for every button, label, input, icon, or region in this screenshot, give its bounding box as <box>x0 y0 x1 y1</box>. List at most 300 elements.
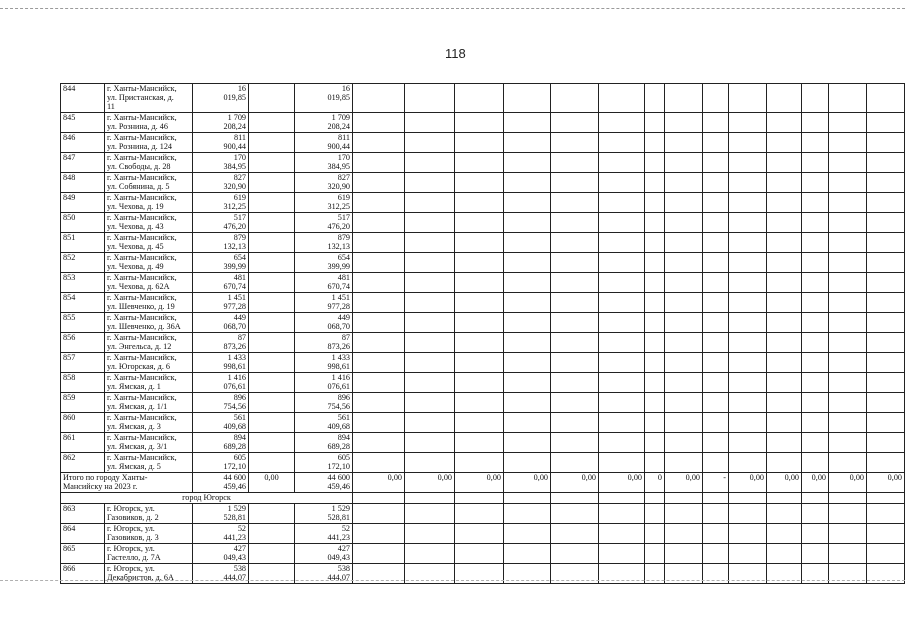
total-cost-cell <box>193 172 249 192</box>
empty-cell <box>802 232 829 252</box>
empty-cell <box>802 292 829 312</box>
fund-cost-cell <box>295 432 353 452</box>
empty-cell <box>599 132 645 152</box>
total-cost-cell <box>193 84 249 113</box>
scan-top-edge <box>0 8 905 9</box>
empty-cell <box>405 252 455 272</box>
cell-line: ул. Ямская, д. 3/1 <box>107 441 168 451</box>
total-value-cell: 0,00 <box>455 472 504 492</box>
total-zero-cell: 0,00 <box>249 472 295 492</box>
total-value-cell: 0,00 <box>729 472 767 492</box>
cell-line: 16 <box>237 84 246 93</box>
empty-cell <box>551 272 599 292</box>
fund-cost-cell <box>295 452 353 472</box>
empty-cell <box>867 112 905 132</box>
empty-cell <box>767 292 802 312</box>
empty-cell <box>599 352 645 372</box>
empty-cell <box>767 372 802 392</box>
empty-cell <box>802 252 829 272</box>
fund-cost-cell <box>295 332 353 352</box>
empty-cell <box>551 172 599 192</box>
empty-cell <box>599 452 645 472</box>
empty-cell <box>504 432 551 452</box>
empty-cell <box>504 252 551 272</box>
cell-line: ул. Рознина, д. 124 <box>107 141 173 151</box>
fund-cost-cell <box>295 84 353 113</box>
empty-cell <box>455 543 504 563</box>
empty-cell <box>829 84 867 113</box>
empty-cell <box>645 232 665 252</box>
cell-line: 873,26 <box>327 341 350 351</box>
empty-cell <box>665 432 703 452</box>
cell-line: 619 <box>337 192 350 202</box>
fund-cost-cell <box>295 523 353 543</box>
fund-cost-cell <box>295 232 353 252</box>
cell-line: 1 529 <box>331 503 350 513</box>
empty-cell <box>249 503 295 523</box>
table-row <box>61 232 905 252</box>
cell-line: 605 <box>337 452 350 462</box>
empty-cell <box>729 452 767 472</box>
table-row <box>61 332 905 352</box>
total-cost-cell <box>193 312 249 332</box>
empty-cell <box>353 84 405 113</box>
empty-cell <box>829 372 867 392</box>
empty-cell <box>867 312 905 332</box>
empty-cell <box>551 543 599 563</box>
empty-cell <box>551 152 599 172</box>
empty-cell <box>729 392 767 412</box>
empty-cell <box>829 392 867 412</box>
total-cost-cell <box>193 192 249 212</box>
address-cell <box>105 292 193 312</box>
empty-cell <box>729 272 767 292</box>
row-number: 849 <box>61 192 105 212</box>
empty-cell <box>729 212 767 232</box>
row-number: 861 <box>61 432 105 452</box>
row-number: 856 <box>61 332 105 352</box>
empty-cell <box>551 352 599 372</box>
cell-line: 427 <box>337 543 350 553</box>
cell-line: г. Ханты-Мансийск, <box>107 332 177 342</box>
table-row <box>61 272 905 292</box>
empty-cell <box>249 192 295 212</box>
empty-cell <box>599 412 645 432</box>
empty-cell <box>867 432 905 452</box>
empty-cell <box>829 112 867 132</box>
empty-cell <box>829 523 867 543</box>
empty-cell <box>645 503 665 523</box>
empty-cell <box>504 352 551 372</box>
empty-cell <box>455 503 504 523</box>
total-cost-cell <box>193 503 249 523</box>
empty-cell <box>802 332 829 352</box>
empty-cell <box>767 312 802 332</box>
empty-cell <box>249 272 295 292</box>
empty-cell <box>504 232 551 252</box>
cell-line: 384,95 <box>327 161 350 171</box>
cell-line: 444,07 <box>327 572 350 582</box>
empty-cell <box>249 332 295 352</box>
empty-cell <box>767 132 802 152</box>
address-cell <box>105 312 193 332</box>
empty-cell <box>405 503 455 523</box>
empty-cell <box>599 492 645 503</box>
empty-cell <box>504 492 551 503</box>
empty-cell <box>767 172 802 192</box>
cell-line: г. Ханты-Мансийск, <box>107 192 177 202</box>
empty-cell <box>867 412 905 432</box>
empty-cell <box>455 372 504 392</box>
cell-line: 977,28 <box>223 301 246 311</box>
empty-cell <box>867 503 905 523</box>
empty-cell <box>353 332 405 352</box>
empty-cell <box>599 432 645 452</box>
empty-cell <box>405 192 455 212</box>
cell-line: ул. Шевченко, д. 36А <box>107 321 181 331</box>
table-row <box>61 503 905 523</box>
cell-line: 561 <box>233 412 246 422</box>
cell-line: 132,13 <box>223 241 246 251</box>
empty-cell <box>599 112 645 132</box>
empty-cell <box>665 232 703 252</box>
cell-line: 1 416 <box>331 372 350 382</box>
row-number: 859 <box>61 392 105 412</box>
fund-cost-cell <box>295 252 353 272</box>
empty-cell <box>551 452 599 472</box>
empty-cell <box>353 292 405 312</box>
empty-cell <box>645 352 665 372</box>
cell-line: 441,23 <box>223 532 246 542</box>
empty-cell <box>767 332 802 352</box>
empty-cell <box>504 272 551 292</box>
cell-line: Гастелло, д. 7А <box>107 552 161 562</box>
empty-cell <box>551 232 599 252</box>
empty-cell <box>249 312 295 332</box>
empty-cell <box>405 332 455 352</box>
empty-cell <box>599 252 645 272</box>
total-cost-cell <box>193 472 249 492</box>
empty-cell <box>599 84 645 113</box>
empty-cell <box>551 112 599 132</box>
empty-cell <box>599 232 645 252</box>
empty-cell <box>703 152 729 172</box>
table-row <box>61 292 905 312</box>
total-value-cell: 0,00 <box>599 472 645 492</box>
total-fund-cell <box>295 472 353 492</box>
address-cell <box>105 372 193 392</box>
empty-cell <box>829 152 867 172</box>
empty-cell <box>802 272 829 292</box>
empty-cell <box>703 212 729 232</box>
empty-cell <box>405 212 455 232</box>
cell-line: 44 600 <box>327 472 350 482</box>
row-number: 847 <box>61 152 105 172</box>
row-number: 844 <box>61 84 105 113</box>
empty-cell <box>504 292 551 312</box>
empty-cell <box>729 252 767 272</box>
table-row <box>61 132 905 152</box>
address-cell <box>105 452 193 472</box>
cell-line: 1 709 <box>227 112 246 122</box>
empty-cell <box>551 212 599 232</box>
empty-cell <box>829 492 867 503</box>
cell-line: 44 600 <box>223 472 246 482</box>
cell-line: ул. Чехова, д. 45 <box>107 241 164 251</box>
cell-line: г. Ханты-Мансийск, <box>107 392 177 402</box>
cell-line: 208,24 <box>223 121 246 131</box>
empty-cell <box>405 312 455 332</box>
cell-line: 208,24 <box>327 121 350 131</box>
empty-cell <box>867 543 905 563</box>
empty-cell <box>867 452 905 472</box>
empty-cell <box>504 152 551 172</box>
cell-line: г. Ханты-Мансийск, <box>107 412 177 422</box>
cell-line: 605 <box>233 452 246 462</box>
total-cost-cell <box>193 252 249 272</box>
cell-line: 1 433 <box>331 352 350 362</box>
empty-cell <box>599 312 645 332</box>
empty-cell <box>665 412 703 432</box>
row-number: 864 <box>61 523 105 543</box>
cell-line: г. Ханты-Мансийск, <box>107 132 177 142</box>
empty-cell <box>405 352 455 372</box>
empty-cell <box>767 112 802 132</box>
empty-cell <box>767 432 802 452</box>
empty-cell <box>829 212 867 232</box>
empty-cell <box>353 112 405 132</box>
empty-cell <box>802 452 829 472</box>
cell-line: 977,28 <box>327 301 350 311</box>
empty-cell <box>405 112 455 132</box>
cell-line: 068,70 <box>223 321 246 331</box>
empty-cell <box>867 252 905 272</box>
empty-cell <box>665 332 703 352</box>
empty-cell <box>867 523 905 543</box>
empty-cell <box>645 292 665 312</box>
empty-cell <box>802 432 829 452</box>
empty-cell <box>405 412 455 432</box>
empty-cell <box>767 412 802 432</box>
address-cell <box>105 332 193 352</box>
cell-line: 384,95 <box>223 161 246 171</box>
empty-cell <box>867 332 905 352</box>
empty-cell <box>645 412 665 432</box>
empty-cell <box>599 192 645 212</box>
empty-cell <box>551 292 599 312</box>
empty-cell <box>829 132 867 152</box>
table-row <box>61 112 905 132</box>
empty-cell <box>703 232 729 252</box>
cell-line: Декабристов, д. 6А <box>107 572 174 582</box>
empty-cell <box>645 112 665 132</box>
cell-line: 52 <box>341 523 350 533</box>
fund-cost-cell <box>295 152 353 172</box>
empty-cell <box>353 352 405 372</box>
empty-cell <box>665 392 703 412</box>
row-number: 866 <box>61 563 105 583</box>
empty-cell <box>729 492 767 503</box>
empty-cell <box>455 392 504 412</box>
row-number: 853 <box>61 272 105 292</box>
address-cell <box>105 432 193 452</box>
city-header: город Югорск <box>61 492 353 503</box>
total-row <box>61 472 905 492</box>
scan-bottom-edge <box>0 580 905 581</box>
total-cost-cell <box>193 292 249 312</box>
empty-cell <box>645 372 665 392</box>
empty-cell <box>665 192 703 212</box>
empty-cell <box>665 112 703 132</box>
cell-line: 441,23 <box>327 532 350 542</box>
table-row <box>61 392 905 412</box>
empty-cell <box>829 252 867 272</box>
empty-cell <box>405 152 455 172</box>
empty-cell <box>551 132 599 152</box>
total-value-cell: 0,00 <box>353 472 405 492</box>
city-header-row <box>61 492 905 503</box>
row-number: 855 <box>61 312 105 332</box>
empty-cell <box>802 412 829 432</box>
empty-cell <box>729 523 767 543</box>
empty-cell <box>455 192 504 212</box>
empty-cell <box>353 503 405 523</box>
cell-line: г. Ханты-Мансийск, <box>107 212 177 222</box>
total-value-cell: 0,00 <box>867 472 905 492</box>
cell-line: 409,68 <box>327 421 350 431</box>
fund-cost-cell <box>295 212 353 232</box>
row-number: 850 <box>61 212 105 232</box>
cell-line: 019,85 <box>327 93 350 103</box>
empty-cell <box>665 312 703 332</box>
cell-line: ул. Шевченко, д. 19 <box>107 301 175 311</box>
cell-line: 879 <box>233 232 246 242</box>
address-cell <box>105 272 193 292</box>
total-value-cell: 0,00 <box>405 472 455 492</box>
cell-line: 476,20 <box>327 221 350 231</box>
empty-cell <box>802 112 829 132</box>
empty-cell <box>729 84 767 113</box>
total-value-cell: 0,00 <box>665 472 703 492</box>
cell-line: 312,25 <box>327 201 350 211</box>
cell-line: 320,90 <box>327 181 350 191</box>
empty-cell <box>867 192 905 212</box>
cell-line: г. Ханты-Мансийск, <box>107 272 177 282</box>
cell-line: 689,28 <box>223 441 246 451</box>
cell-line: 900,44 <box>327 141 350 151</box>
empty-cell <box>504 543 551 563</box>
table-row <box>61 152 905 172</box>
address-cell <box>105 232 193 252</box>
empty-cell <box>645 212 665 232</box>
empty-cell <box>599 172 645 192</box>
empty-cell <box>729 432 767 452</box>
empty-cell <box>405 432 455 452</box>
empty-cell <box>455 452 504 472</box>
empty-cell <box>455 132 504 152</box>
empty-cell <box>353 272 405 292</box>
cell-line: 654 <box>233 252 246 262</box>
cell-line: 1 709 <box>331 112 350 122</box>
empty-cell <box>455 432 504 452</box>
cell-line: г. Ханты-Мансийск, <box>107 172 177 182</box>
row-number: 845 <box>61 112 105 132</box>
empty-cell <box>504 392 551 412</box>
cell-line: Итого по городу Ханты- <box>63 472 148 482</box>
empty-cell <box>249 392 295 412</box>
table-row <box>61 352 905 372</box>
table-row <box>61 452 905 472</box>
empty-cell <box>455 212 504 232</box>
cell-line: г. Ханты-Мансийск, <box>107 352 177 362</box>
empty-cell <box>867 372 905 392</box>
cell-line: 754,56 <box>223 401 246 411</box>
cell-line: 894 <box>337 432 350 442</box>
empty-cell <box>665 132 703 152</box>
table-row <box>61 172 905 192</box>
cell-line: 320,90 <box>223 181 246 191</box>
empty-cell <box>703 372 729 392</box>
address-cell <box>105 152 193 172</box>
empty-cell <box>455 232 504 252</box>
cell-line: 481 <box>233 272 246 282</box>
empty-cell <box>703 112 729 132</box>
empty-cell <box>599 272 645 292</box>
empty-cell <box>867 272 905 292</box>
cell-line: 896 <box>337 392 350 402</box>
empty-cell <box>249 84 295 113</box>
empty-cell <box>353 523 405 543</box>
empty-cell <box>829 232 867 252</box>
address-cell <box>105 503 193 523</box>
cell-line: 399,99 <box>327 261 350 271</box>
empty-cell <box>665 292 703 312</box>
table-row <box>61 212 905 232</box>
cell-line: 528,81 <box>223 512 246 522</box>
cell-line: г. Ханты-Мансийск, <box>107 372 177 382</box>
empty-cell <box>703 84 729 113</box>
row-number: 862 <box>61 452 105 472</box>
empty-cell <box>645 172 665 192</box>
fund-cost-cell <box>295 112 353 132</box>
empty-cell <box>802 132 829 152</box>
empty-cell <box>767 272 802 292</box>
empty-cell <box>703 352 729 372</box>
cell-line: ул. Энгельса, д. 12 <box>107 341 172 351</box>
fund-cost-cell <box>295 292 353 312</box>
empty-cell <box>665 523 703 543</box>
empty-cell <box>599 543 645 563</box>
total-cost-cell <box>193 232 249 252</box>
empty-cell <box>551 312 599 332</box>
row-number: 858 <box>61 372 105 392</box>
empty-cell <box>729 312 767 332</box>
cell-line: 170 <box>337 152 350 162</box>
empty-cell <box>551 252 599 272</box>
empty-cell <box>767 84 802 113</box>
empty-cell <box>599 523 645 543</box>
empty-cell <box>645 132 665 152</box>
empty-cell <box>645 272 665 292</box>
empty-cell <box>767 543 802 563</box>
total-label <box>61 472 193 492</box>
empty-cell <box>703 543 729 563</box>
empty-cell <box>455 252 504 272</box>
empty-cell <box>665 252 703 272</box>
total-value-cell: 0 <box>645 472 665 492</box>
cell-line: Газовиков, д. 2 <box>107 512 159 522</box>
empty-cell <box>353 232 405 252</box>
